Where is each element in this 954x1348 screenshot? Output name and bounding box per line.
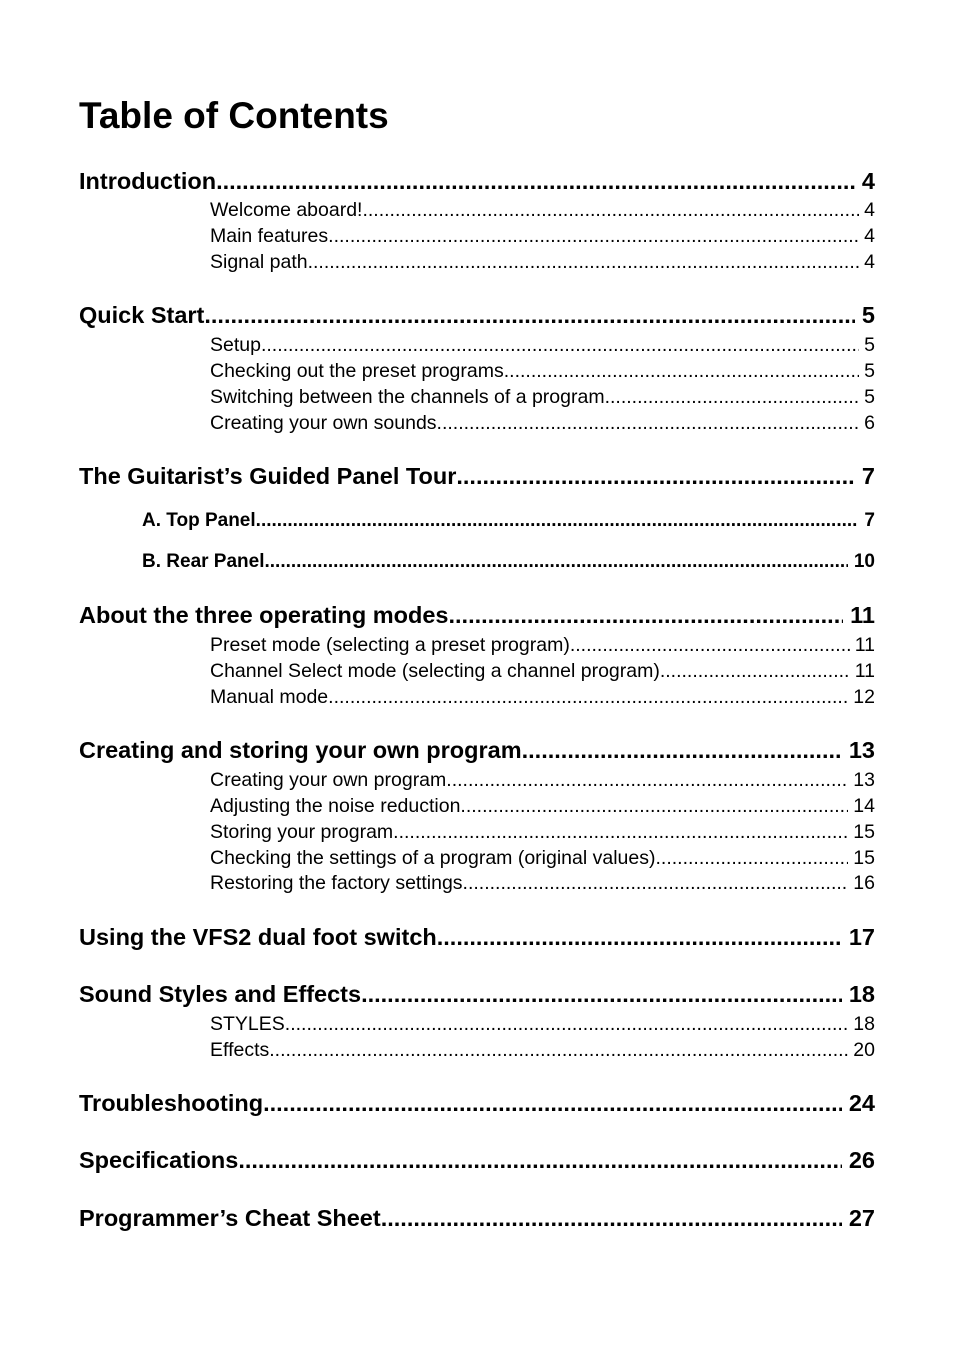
toc-entry-sound-styles-effects[interactable] [79, 980, 875, 1008]
toc-page-number: 7 [861, 463, 875, 489]
dot-leader [269, 1038, 848, 1062]
toc-entry-label: Checking out the preset programs [210, 360, 504, 382]
toc-page-number: 4 [861, 168, 875, 194]
toc-entry-label: Creating and storing your own program [79, 737, 522, 763]
dot-leader [463, 871, 849, 895]
toc-entry-label: Using the VFS2 dual foot switch [79, 924, 437, 950]
toc-entry-restoring-factory[interactable] [210, 871, 875, 895]
toc-entry-label: STYLES [210, 1013, 285, 1035]
toc-entry-checking-presets[interactable] [210, 359, 875, 383]
dot-leader [362, 198, 859, 222]
toc-entry-setup[interactable] [210, 333, 875, 357]
dot-leader [522, 736, 842, 764]
toc-page-number: 5 [861, 302, 875, 328]
toc-entry-label: Setup [210, 334, 261, 356]
toc-page-number: 18 [848, 981, 875, 1007]
toc-entry-noise-reduction[interactable] [210, 794, 875, 818]
toc-entry-introduction[interactable] [79, 167, 875, 195]
toc-page-number: 11 [854, 660, 875, 682]
toc-page-number: 4 [864, 251, 875, 273]
toc-entry-troubleshooting[interactable] [79, 1089, 875, 1117]
dot-leader [265, 550, 848, 574]
toc-entry-label: Sound Styles and Effects [79, 981, 362, 1007]
toc-entry-label: Quick Start [79, 302, 205, 328]
toc-entry-label: Adjusting the noise reduction [210, 795, 461, 817]
toc-entry-label: Main features [210, 225, 329, 247]
toc-entry-label: The Guitarist’s Guided Panel Tour [79, 463, 457, 489]
toc-entry-label: About the three operating modes [79, 602, 449, 628]
toc-entry-checking-settings[interactable] [210, 846, 875, 870]
toc-page-number: 7 [864, 510, 875, 531]
toc-entry-signal-path[interactable] [210, 250, 875, 274]
toc-entry-styles[interactable] [210, 1012, 875, 1036]
dot-leader [393, 820, 848, 844]
toc-entry-top-panel[interactable] [142, 509, 875, 533]
toc-page-number: 18 [853, 1013, 875, 1035]
toc-entry-vfs2-foot-switch[interactable] [79, 923, 875, 951]
toc-entry-specifications[interactable] [79, 1146, 875, 1174]
toc-entry-operating-modes[interactable] [79, 601, 875, 629]
toc-page-number: 14 [853, 795, 875, 817]
toc-page-number: 26 [848, 1147, 875, 1173]
toc-entry-label: Troubleshooting [79, 1090, 264, 1116]
dot-leader [437, 411, 860, 435]
dot-leader [285, 1012, 849, 1036]
toc-page-number: 10 [853, 551, 875, 572]
toc-page-number: 24 [848, 1090, 875, 1116]
toc-entry-label: Signal path [210, 251, 308, 273]
toc-entry-creating-program[interactable] [210, 768, 875, 792]
toc-entry-label: Channel Select mode (selecting a channel program) [210, 660, 660, 682]
toc-entry-label: Preset mode (selecting a preset program) [210, 634, 570, 656]
toc-entry-main-features[interactable] [210, 224, 875, 248]
toc-page-number: 5 [864, 334, 875, 356]
dot-leader [261, 333, 859, 357]
toc-page-number: 15 [853, 821, 875, 843]
toc-entry-label: Welcome aboard! [210, 199, 363, 221]
toc-entry-storing-program[interactable] [210, 820, 875, 844]
dot-leader [446, 768, 848, 792]
toc-entry-label: Manual mode [210, 686, 329, 708]
dot-leader [570, 633, 850, 657]
dot-leader [328, 685, 848, 709]
dot-leader [437, 923, 842, 951]
toc-page-number: 4 [864, 225, 875, 247]
toc-page-number: 4 [864, 199, 875, 221]
dot-leader [216, 167, 855, 195]
dot-leader [256, 509, 859, 533]
toc-entry-label: Creating your own sounds [210, 412, 437, 434]
toc-page-number: 5 [864, 360, 875, 382]
dot-leader [504, 359, 859, 383]
dot-leader [456, 462, 855, 490]
toc-entry-quick-start[interactable] [79, 301, 875, 329]
dot-leader [605, 385, 860, 409]
toc-entry-label: Restoring the factory settings [210, 872, 463, 894]
toc-entry-effects[interactable] [210, 1038, 875, 1062]
dot-leader [655, 846, 848, 870]
toc-entry-cheat-sheet[interactable] [79, 1204, 875, 1232]
dot-leader [263, 1089, 842, 1117]
page-title: Table of Contents [79, 95, 389, 136]
toc-entry-rear-panel[interactable] [142, 550, 875, 574]
toc-entry-label: B. Rear Panel [142, 551, 265, 572]
dot-leader [381, 1204, 842, 1232]
toc-entry-creating-storing[interactable] [79, 736, 875, 764]
toc-entry-welcome-aboard[interactable] [210, 198, 875, 222]
dot-leader [361, 980, 842, 1008]
toc-entry-panel-tour[interactable] [79, 462, 875, 490]
toc-page-number: 15 [853, 847, 875, 869]
toc-page-number: 11 [854, 634, 875, 656]
toc-entry-preset-mode[interactable] [210, 633, 875, 657]
dot-leader [660, 659, 850, 683]
toc-entry-manual-mode[interactable] [210, 685, 875, 709]
toc-entry-label: Checking the settings of a program (original values) [210, 847, 656, 869]
toc-entry-switching-channels[interactable] [210, 385, 875, 409]
toc-page-number: 5 [864, 386, 875, 408]
toc-page-number: 27 [848, 1205, 875, 1231]
toc-entry-label: Programmer’s Cheat Sheet [79, 1205, 381, 1231]
toc-page-number: 16 [853, 872, 875, 894]
toc-entry-label: A. Top Panel [142, 510, 256, 531]
dot-leader [204, 301, 855, 329]
toc-entry-label: Storing your program [210, 821, 394, 843]
toc-entry-channel-select-mode[interactable] [210, 659, 875, 683]
toc-entry-label: Switching between the channels of a program [210, 386, 605, 408]
toc-page-number: 12 [853, 686, 875, 708]
dot-leader [328, 224, 859, 248]
dot-leader [449, 601, 844, 629]
toc-page-number: 11 [850, 602, 875, 628]
toc-page-number: 17 [848, 924, 875, 950]
toc-entry-creating-sounds[interactable] [210, 411, 875, 435]
dot-leader [460, 794, 848, 818]
toc-page-number: 13 [853, 769, 875, 791]
toc-page-number: 6 [864, 412, 875, 434]
toc-entry-label: Creating your own program [210, 769, 447, 791]
toc-entry-label: Introduction [79, 168, 217, 194]
dot-leader [308, 250, 860, 274]
toc-page-number: 13 [848, 737, 875, 763]
toc-entry-label: Specifications [79, 1147, 239, 1173]
toc-entry-label: Effects [210, 1039, 270, 1061]
toc-page-number: 20 [853, 1039, 875, 1061]
dot-leader [238, 1146, 842, 1174]
